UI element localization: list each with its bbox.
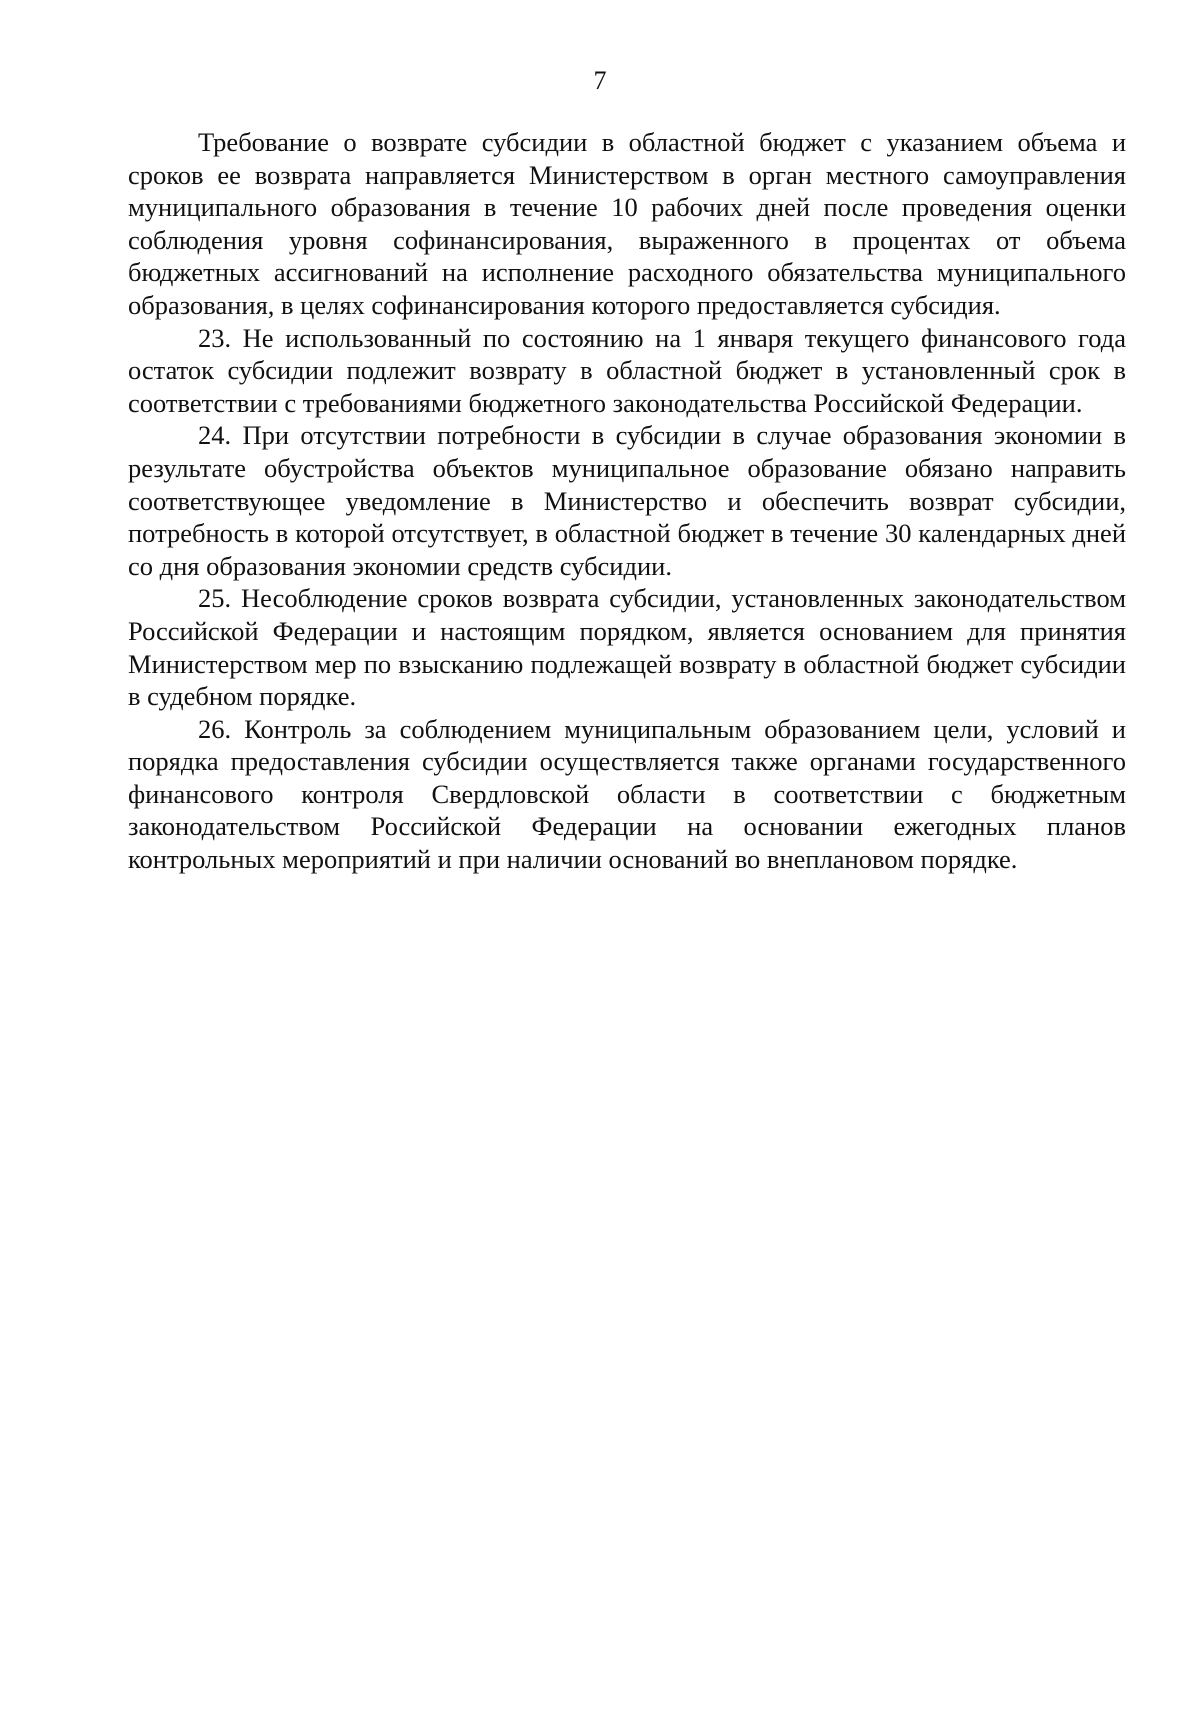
document-body [128,126,1126,876]
paragraph-return-requirement: Требование о возврате субсидии в областной бюджет с указанием объема и сроков ее возврата направляется Министерством в орган местного самоуправления муниципального образования в течение 10 рабочих дней после проведения оценки соблюдения уровня софинансирования, выраженного в процентах от объема бюджетных ассигнований на исполнение расходного обязательства муниципального образования, в целях софинансирования которого предоставляется субсидия. [128,127,1126,320]
paragraph-24: 24. При отсутствии потребности в субсидии в случае образования экономии в результате обустройства объектов муниципальное образование обязано направить соответствующее уведомление в Министерство и обеспечить возврат субсидии, потребность в которой отсутствует, в областной бюджет в течение 30 календарных дней со дня образования экономии средств субсидии. [128,420,1126,581]
paragraph-25: 25. Несоблюдение сроков возврата субсидии, установленных законодательством Российской Федерации и настоящим порядком, является основанием для принятия Министерством мер по взысканию подлежащей возврату в областной бюджет субсидии в судебном порядке. [128,583,1126,712]
page-number: 7 [593,66,607,95]
paragraph-23: 23. Не использованный по состоянию на 1 января текущего финансового года остаток субсидии подлежит возврату в областной бюджет в установленный срок в соответствии с требованиями бюджетного законодательства Российской Федерации. [128,322,1126,418]
paragraph-26: 26. Контроль за соблюдением муниципальным образованием цели, условий и порядка предоставления субсидии осуществляется также органами государственного финансового контроля Свердловской области в соответствии с бюджетным законодательством Российской Федерации на основании ежегодных планов контрольных мероприятий и при наличии оснований во внеплановом порядке. [128,713,1126,875]
